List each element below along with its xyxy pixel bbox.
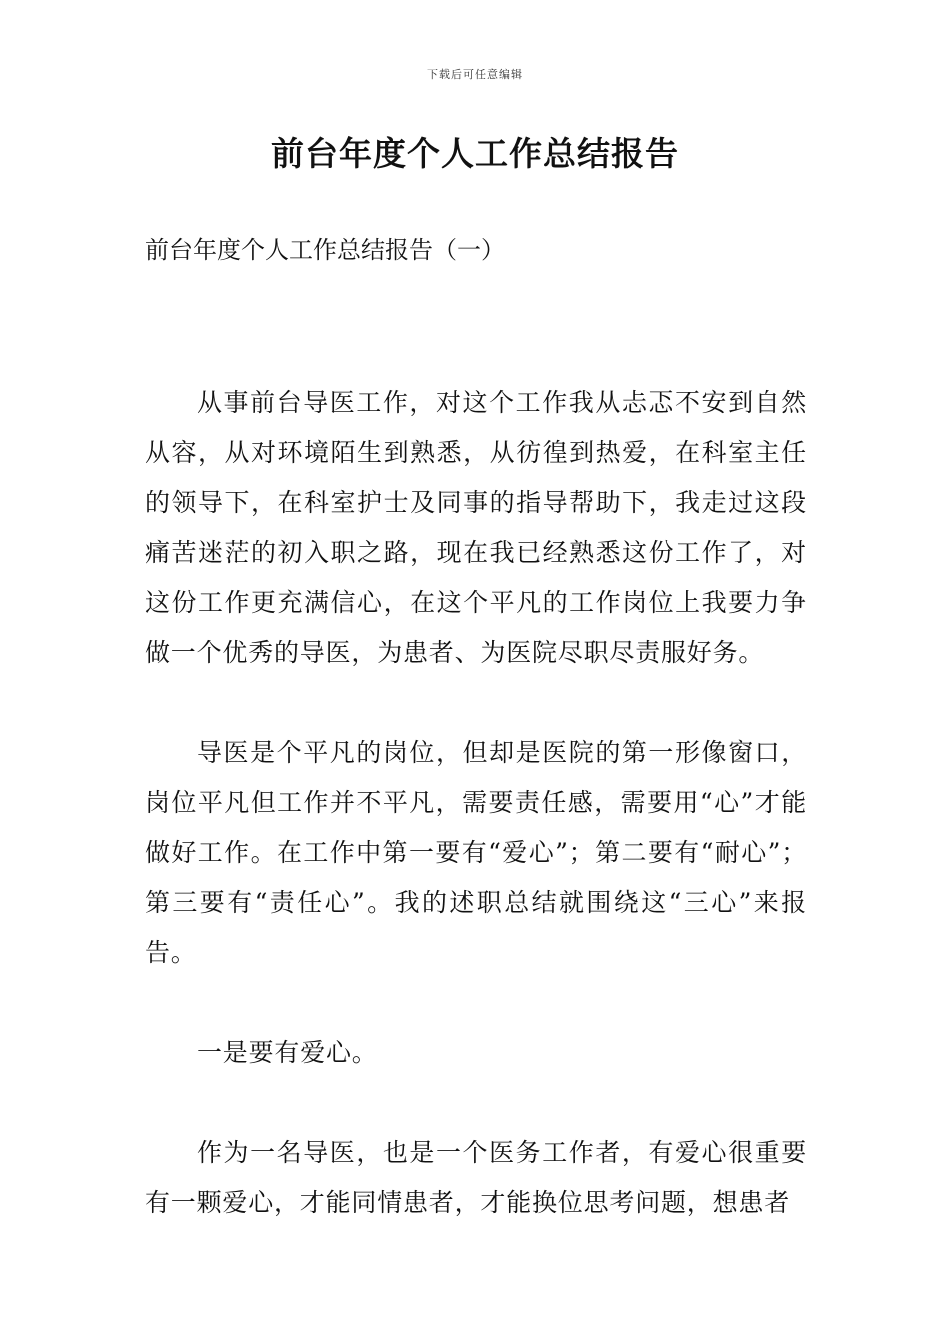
section-subtitle: 前台年度个人工作总结报告（一） bbox=[145, 236, 505, 264]
document-body bbox=[145, 378, 807, 1228]
paragraph-intro: 从事前台导医工作，对这个工作我从忐忑不安到自然从容，从对环境陌生到熟悉，从彷徨到热爱，在科室主任的领导下，在科室护士及同事的指导帮助下，我走过这段痛苦迷茫的初入职之路，现在我已经熟悉这份工作了，对这份工作更充满信心，在这个平凡的工作岗位上我要力争做一个优秀的导医，为患者、为医院尽职尽责服好务。 bbox=[145, 388, 807, 667]
paragraph-three-hearts: 导医是个平凡的岗位，但却是医院的第一形像窗口，岗位平凡但工作并不平凡，需要责任感，需要用“心”才能做好工作。在工作中第一要有“爱心”；第二要有“耐心”；第三要有“责任心”。我的述职总结就围绕这“三心”来报告。 bbox=[145, 738, 807, 967]
document-title: 前台年度个人工作总结报告 bbox=[271, 134, 679, 173]
paragraph-love-body: 作为一名导医，也是一个医务工作者，有爱心很重要有一颗爱心，才能同情患者，才能换位思考问题，想患者 bbox=[145, 1138, 807, 1217]
header-note: 下载后可任意编辑 bbox=[427, 68, 523, 81]
paragraph-love-heading: 一是要有爱心。 bbox=[197, 1038, 378, 1067]
